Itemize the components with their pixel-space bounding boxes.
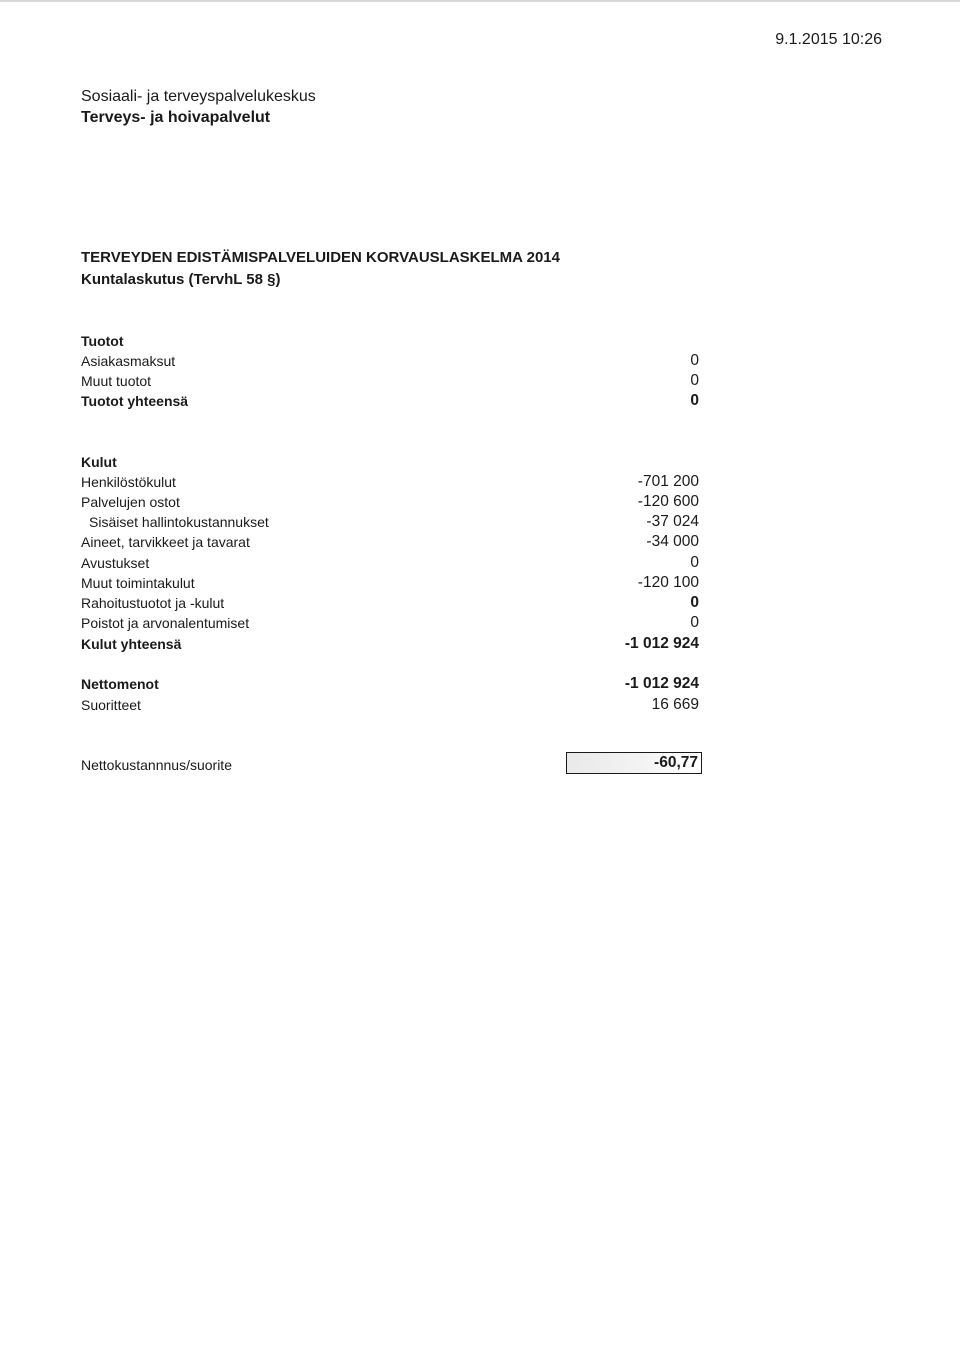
row-label: Poistot ja arvonalentumiset	[81, 615, 250, 631]
document-title: TERVEYDEN EDISTÄMISPALVELUIDEN KORVAUSLASKELMA 2014	[81, 249, 560, 266]
outputs-label: Suoritteet	[81, 697, 141, 713]
row-value: -701 200	[637, 473, 699, 490]
row-label: Muut tuotot	[81, 373, 152, 389]
net-expenses-row	[81, 676, 699, 696]
income-total-label: Tuotot yhteensä	[81, 393, 189, 409]
row-value: -120 100	[637, 574, 699, 591]
income-row-client-fees	[81, 353, 699, 373]
costs-row-purchased-services	[81, 494, 699, 514]
income-heading-row	[81, 333, 699, 353]
costs-heading-row	[81, 454, 699, 474]
row-value: 0	[690, 554, 699, 571]
net-expenses-label: Nettomenot	[81, 676, 159, 692]
costs-row-personnel	[81, 474, 699, 494]
costs-row-internal-admin	[81, 514, 699, 534]
net-cost-per-output-label: Nettokustannnus/suorite	[81, 757, 232, 773]
costs-total-row	[81, 636, 699, 656]
document-subtitle: Kuntalaskutus (TervhL 58 §)	[81, 271, 281, 288]
costs-row-other-operating	[81, 575, 699, 595]
income-heading: Tuotot	[81, 333, 124, 349]
row-value: -37 024	[646, 513, 699, 530]
row-label: Asiakasmaksut	[81, 353, 176, 369]
costs-total-value: -1 012 924	[624, 635, 699, 652]
row-label: Sisäiset hallintokustannukset	[89, 514, 269, 530]
costs-total-label: Kulut yhteensä	[81, 636, 182, 652]
costs-row-materials	[81, 534, 699, 554]
department-name: Terveys- ja hoivapalvelut	[81, 109, 271, 126]
net-expenses-value: -1 012 924	[624, 675, 699, 692]
income-total-row	[81, 393, 699, 413]
row-value: 0	[690, 614, 699, 631]
row-label: Rahoitustuotot ja -kulut	[81, 595, 225, 611]
print-timestamp: 9.1.2015 10:26	[775, 31, 882, 48]
row-label: Muut toimintakulut	[81, 575, 195, 591]
outputs-row	[81, 697, 699, 717]
row-value: -34 000	[646, 533, 699, 550]
income-row-other-income	[81, 373, 699, 393]
row-value: 0	[690, 594, 699, 611]
net-cost-per-output-box	[566, 752, 702, 774]
row-label: Palvelujen ostot	[81, 494, 180, 510]
row-label: Avustukset	[81, 555, 150, 571]
outputs-value: 16 669	[651, 696, 699, 713]
row-value: 0	[690, 352, 699, 369]
row-label: Aineet, tarvikkeet ja tavarat	[81, 534, 250, 550]
costs-row-depreciation	[81, 615, 699, 635]
row-label: Henkilöstökulut	[81, 474, 176, 490]
row-value: 0	[690, 372, 699, 389]
costs-row-grants	[81, 555, 699, 575]
income-total-value: 0	[690, 392, 699, 409]
page-top-border	[0, 0, 960, 2]
costs-heading: Kulut	[81, 454, 117, 470]
net-cost-per-output-value: -60,77	[654, 754, 698, 771]
organization-name: Sosiaali- ja terveyspalvelukeskus	[81, 88, 316, 105]
costs-row-financial	[81, 595, 699, 615]
row-value: -120 600	[637, 493, 699, 510]
